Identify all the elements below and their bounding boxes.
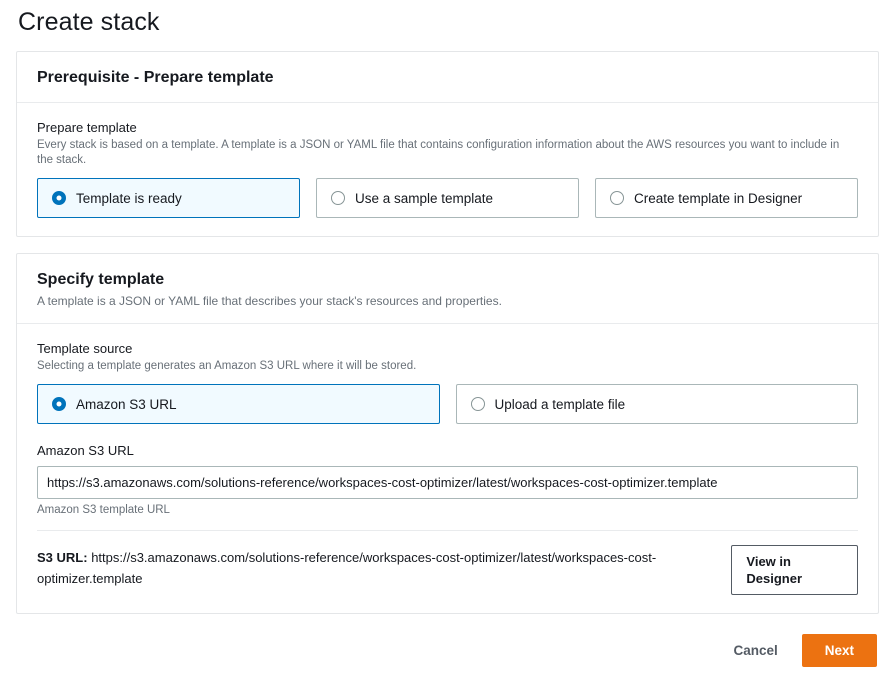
radio-amazon-s3-url-label: Amazon S3 URL — [76, 396, 177, 412]
cancel-button[interactable]: Cancel — [723, 635, 787, 666]
prerequisite-card-body — [17, 103, 878, 236]
specify-template-card-subtitle: A template is a JSON or YAML file that describes your stack's resources and properties. — [37, 294, 502, 308]
radio-template-is-ready[interactable] — [37, 178, 300, 218]
prerequisite-card-title: Prerequisite - Prepare template — [37, 69, 274, 86]
form-footer — [16, 630, 879, 667]
specify-template-card — [16, 253, 879, 614]
prerequisite-card-header — [17, 52, 878, 103]
prerequisite-card — [16, 51, 879, 237]
radio-icon — [610, 191, 624, 205]
amazon-s3-url-label: Amazon S3 URL — [37, 443, 134, 458]
prepare-template-radio-group — [37, 178, 858, 218]
template-source-label: Template source — [37, 341, 133, 356]
radio-template-is-ready-label: Template is ready — [76, 190, 182, 206]
radio-upload-a-template-file[interactable] — [456, 384, 859, 424]
radio-use-a-sample-template-label: Use a sample template — [355, 190, 494, 206]
create-stack-page — [0, 8, 895, 677]
specify-template-card-header — [17, 254, 878, 324]
radio-icon — [471, 397, 485, 411]
radio-icon — [52, 397, 66, 411]
amazon-s3-url-hint: Amazon S3 template URL — [37, 504, 170, 516]
radio-amazon-s3-url[interactable] — [37, 384, 440, 424]
radio-icon — [331, 191, 345, 205]
amazon-s3-url-input[interactable] — [37, 466, 858, 499]
prepare-template-label: Prepare template — [37, 120, 137, 135]
prepare-template-description: Every stack is based on a template. A template is a JSON or YAML file that contains configuration information about the AWS resources you want to include in the stack. — [37, 139, 840, 166]
s3-url-summary-label: S3 URL: — [37, 550, 88, 565]
template-source-description: Selecting a template generates an Amazon S3 URL where it will be stored. — [37, 360, 417, 372]
radio-icon — [52, 191, 66, 205]
page-title: Create stack — [18, 8, 160, 36]
s3-url-summary-row — [37, 531, 858, 595]
s3-url-summary-value: https://s3.amazonaws.com/solutions-reference/workspaces-cost-optimizer/latest/workspaces-cost-optimizer.template — [37, 550, 657, 586]
specify-template-card-body — [17, 324, 878, 613]
view-in-designer-button[interactable]: View in Designer — [731, 545, 858, 595]
radio-upload-a-template-file-label: Upload a template file — [494, 396, 626, 412]
radio-create-template-in-designer-label: Create template in Designer — [634, 190, 803, 206]
template-source-radio-group — [37, 384, 858, 424]
specify-template-card-title: Specify template — [37, 271, 165, 288]
next-button[interactable]: Next — [802, 634, 877, 667]
radio-use-a-sample-template[interactable] — [316, 178, 579, 218]
s3-url-summary-text — [37, 545, 723, 595]
radio-create-template-in-designer[interactable] — [595, 178, 858, 218]
